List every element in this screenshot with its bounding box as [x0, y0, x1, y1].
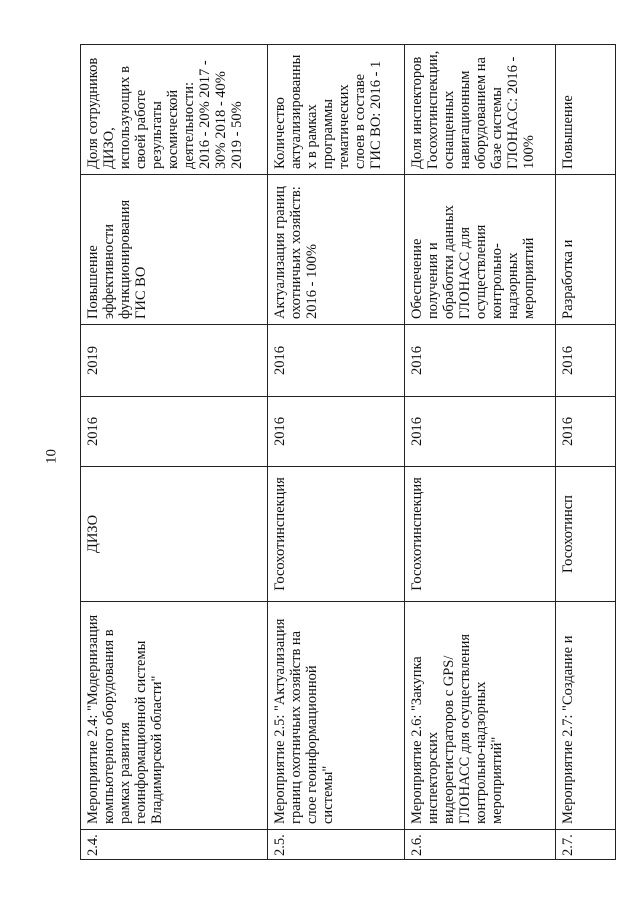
indicator-cell: Доля сотрудников ДИЗО, использующих в своей работе результаты космической деятельности: 2016 - 20% 2017 - 30% 2018 - 40% 2019 - 50%: [81, 45, 268, 175]
executor-cell: Госохотинсп: [556, 467, 616, 602]
end-year-cell: 2016: [556, 325, 616, 397]
row-number: 2.4.: [81, 830, 268, 860]
start-year-cell: 2016: [268, 397, 405, 467]
end-year-cell: 2016: [405, 325, 556, 397]
start-year-cell: 2016: [81, 397, 268, 467]
table-row: [268, 45, 405, 860]
result-cell: Актуализация границ охотничьих хозяйств: 2016 - 100%: [268, 175, 405, 325]
executor-cell: ДИЗО: [81, 467, 268, 602]
indicator-cell: Доля инспекторов Госохотинспекции, оснащенных навигационным оборудованием на базе системы ГЛОНАСС: 2016 - 100%: [405, 45, 556, 175]
end-year-cell: 2016: [268, 325, 405, 397]
event-cell: Мероприятие 2.5: "Актуализация границ охотничьих хозяйств на слое геоинформационной системы": [268, 602, 405, 830]
end-year-cell: 2019: [81, 325, 268, 397]
executor-cell: Госохотинспекция: [405, 467, 556, 602]
start-year-cell: 2016: [405, 397, 556, 467]
page-number: 10: [43, 449, 60, 464]
indicator-cell: Повышение: [556, 45, 616, 175]
table-row: [81, 45, 268, 860]
table-row: [405, 45, 556, 860]
rotated-table-wrapper: [80, 45, 615, 860]
row-number: 2.6.: [405, 830, 556, 860]
table-row: [556, 45, 616, 860]
row-number: 2.7.: [556, 830, 616, 860]
row-number: 2.5.: [268, 830, 405, 860]
result-cell: Обеспечение получения и обработки данных ГЛОНАСС для осуществления контрольно-надзорных мероприятий: [405, 175, 556, 325]
event-cell: Мероприятие 2.7: "Создание и: [556, 602, 616, 830]
executor-cell: Госохотинспекция: [268, 467, 405, 602]
result-cell: Разработка и: [556, 175, 616, 325]
event-cell: Мероприятие 2.6: "Закупка инспекторских видеорегистраторов с GPS/ГЛОНАСС для осуществления контрольно-надзорных мероприятий": [405, 602, 556, 830]
indicator-cell: Количество актуализированных в рамках программы тематических слоев в составе ГИС ВО: 2016 - 1: [268, 45, 405, 175]
program-table: [80, 45, 615, 860]
start-year-cell: 2016: [556, 397, 616, 467]
event-cell: Мероприятие 2.4: "Модернизация компьютерного оборудования в рамках развития геоинформационной системы Владимирской области": [81, 602, 268, 830]
result-cell: Повышение эффективности функционирования ГИС ВО: [81, 175, 268, 325]
